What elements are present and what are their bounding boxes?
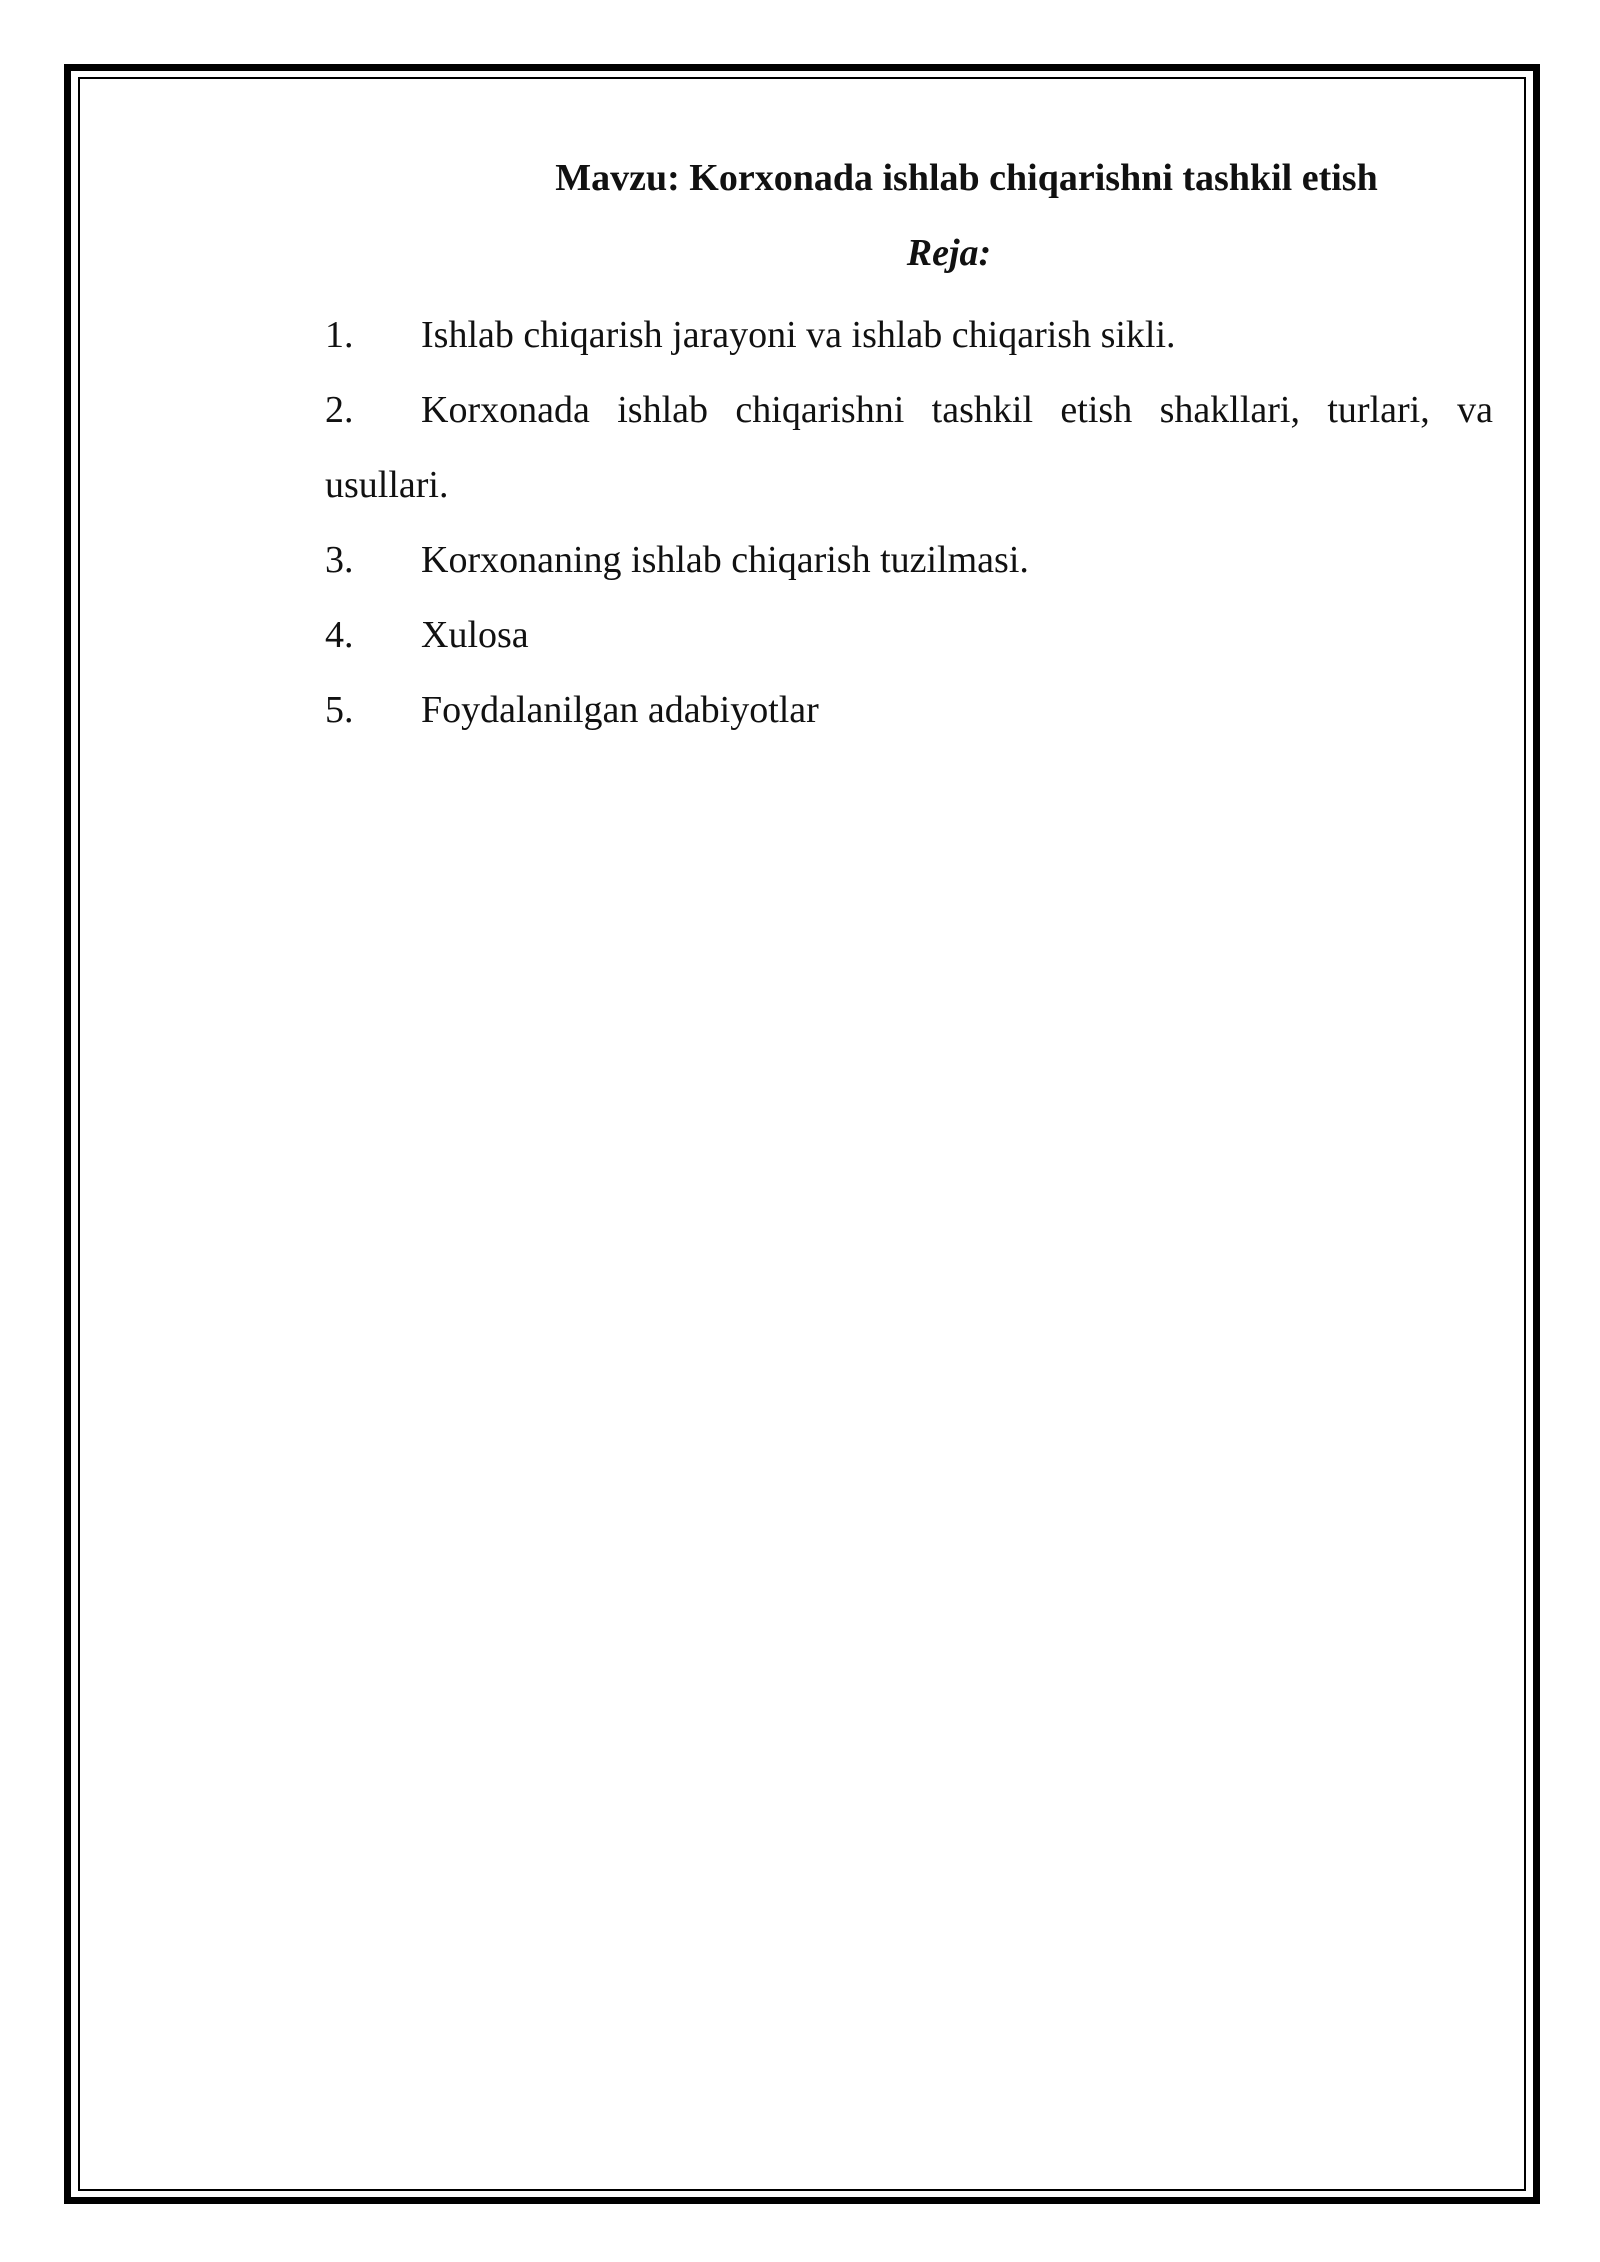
plan-item [325, 373, 1493, 523]
plan-item-number: 2. [325, 389, 354, 431]
plan-item-text: Foydalanilgan adabiyotlar [421, 689, 819, 731]
plan-item-text: Korxonaning ishlab chiqarish tuzilmasi. [421, 539, 1029, 581]
plan-item [325, 673, 1493, 748]
document-title: Mavzu: Korxonada ishlab chiqarishni tashkil etish [555, 157, 1378, 199]
plan-item-text: Korxonada ishlab chiqarishni tashkil etish shakllari, turlari, va usullari. [325, 389, 1493, 506]
plan-item-number: 4. [325, 614, 354, 656]
plan-item-text: Ishlab chiqarish jarayoni va ishlab chiqarish sikli. [421, 314, 1176, 356]
page-content [325, 148, 1493, 748]
plan-item [325, 523, 1493, 598]
plan-heading: Reja: [906, 232, 992, 274]
plan-item [325, 298, 1493, 373]
plan-item [325, 598, 1493, 673]
plan-item-number: 1. [325, 314, 354, 356]
plan-item-number: 3. [325, 539, 354, 581]
plan-item-number: 5. [325, 689, 354, 731]
plan-list [325, 298, 1493, 748]
plan-item-text: Xulosa [421, 614, 529, 656]
